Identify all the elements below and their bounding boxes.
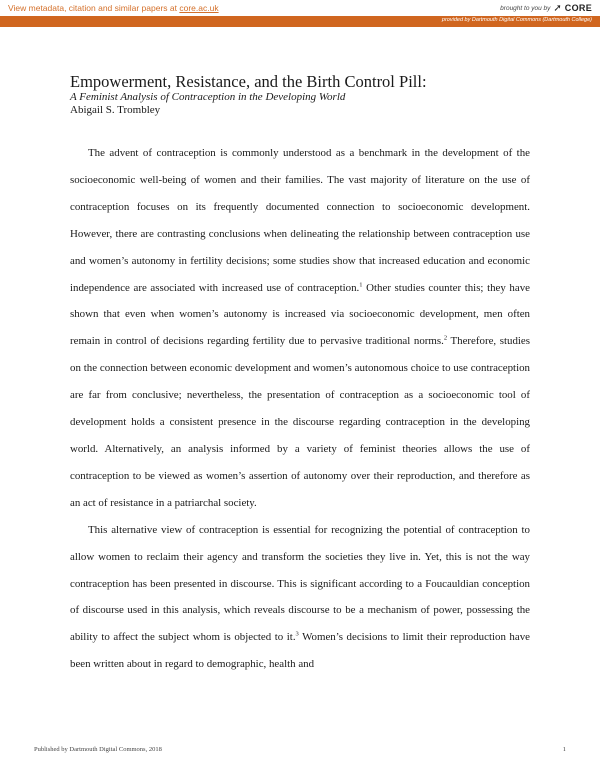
paragraph-text: Women’s decisions to limit their reproduction have been written about in regard to demographic, health and xyxy=(70,631,530,671)
footnote-ref[interactable]: 2 xyxy=(443,334,448,342)
provided-by-bar xyxy=(0,16,600,27)
body-paragraph xyxy=(70,517,530,678)
core-metadata-link[interactable] xyxy=(8,3,219,13)
publisher-footer: Published by Dartmouth Digital Commons, 2018 xyxy=(34,746,162,753)
paper-header xyxy=(70,72,540,117)
core-link-text: View metadata, citation and similar papers at xyxy=(8,3,180,13)
paper-author: Abigail S. Trombley xyxy=(70,104,161,116)
paragraph-text: The advent of contraception is commonly understood as a benchmark in the development of the socioeconomic well-being of women and their families. The vast majority of literature on the use of contraception focuses on its frequently documented connection to socioeconomic development. However, there are contrasting conclusions when delineating the relationship between contraception use and women’s autonomy in fertility decisions; some studies show that increased education and economic independence are associated with increased use of contraception. xyxy=(70,147,530,294)
paragraph-text: Therefore, studies on the connection between economic development and women’s autonomous choice to use contraception are far from conclusive; nevertheless, the presentation of contraception as a socioeconomic tool of development holds a consistent presence in the discourse regarding contraception in the developing world. Alternatively, an analysis informed by a variety of feminist theories allows the use of contraception to be viewed as women’s assertion of autonomy over their reproduction, and therefore as an act of resistance in a patriarchal society. xyxy=(70,335,530,509)
paper-body xyxy=(70,140,530,678)
core-swoosh-icon: ➚ xyxy=(553,2,562,14)
core-logo[interactable] xyxy=(500,1,592,15)
provided-by-text: provided by Dartmouth Digital Commons (Dartmouth College) xyxy=(441,17,592,23)
footnote-ref[interactable]: 3 xyxy=(295,630,299,638)
paragraph-text: This alternative view of contraception is essential for recognizing the potential of contraception to allow women to reclaim their agency and transform the societies they live in. Yet, this is not the way contraception has been presented in discourse. This is significant according to a Foucauldian conception of discourse used in this analysis, which reveals discourse to be a mechanism of power, possessing the ability to affect the subject whom is objected to it. xyxy=(70,523,530,644)
page-number: 1 xyxy=(562,746,566,753)
core-link-url[interactable]: core.ac.uk xyxy=(179,3,219,13)
paragraph-text: Other studies counter this; they have shown that even when women’s autonomy is increased via socioeconomic development, men often remain in control of decisions regarding fertility due to pervasive traditional norms. xyxy=(70,281,530,348)
brought-to-you-label: brought to you by xyxy=(500,4,551,12)
core-wordmark: CORE xyxy=(564,3,592,13)
body-paragraph xyxy=(70,140,530,517)
paper-title: Empowerment, Resistance, and the Birth Control Pill: xyxy=(70,72,427,91)
footnote-ref[interactable]: 1 xyxy=(359,280,363,288)
paper-subtitle: A Feminist Analysis of Contraception in the Developing World xyxy=(70,91,346,103)
